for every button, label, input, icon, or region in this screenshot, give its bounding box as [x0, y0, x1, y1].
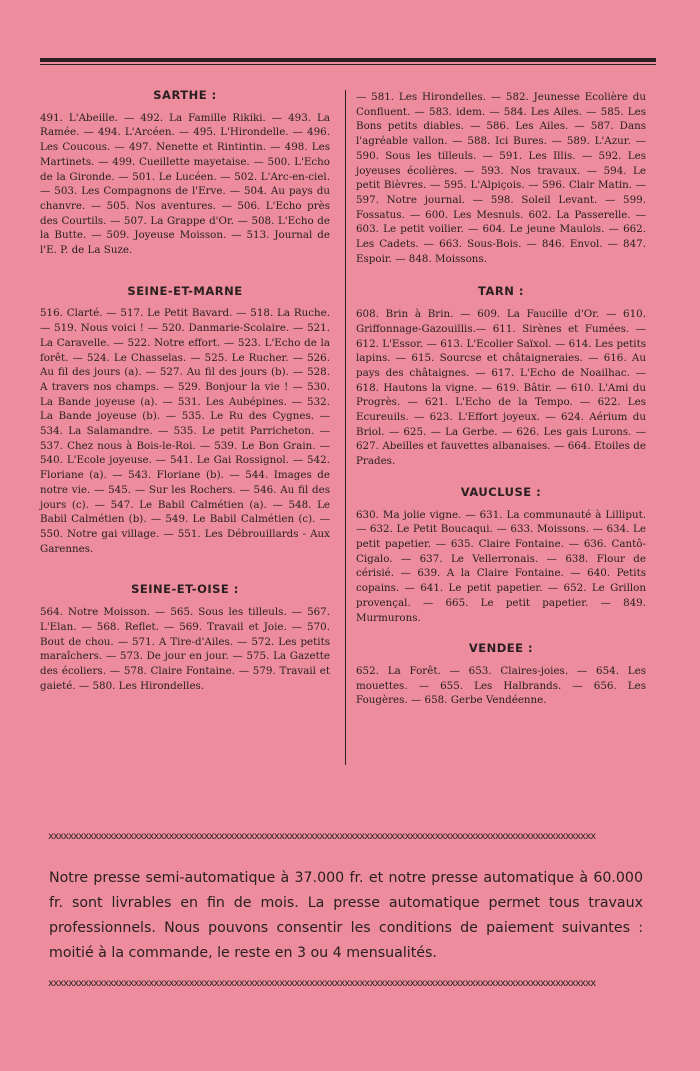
right-column	[356, 90, 646, 708]
section-tarn	[356, 284, 646, 468]
spacer	[40, 556, 330, 582]
section-entries: 491. L'Abeille. — 492. La Famille Rikiki. — 493. La Ramée. — 494. L'Arcéen. — 495. L'Hirondelle. — 496. Les Coucous. — 497. Nenette et Rintintin. — 498. Les Martinets. — 499. Cueillette mayetaise. — 500. L'Echo de la Gironde. — 501. Le Lucéen. — 502. L'Arc-en-ciel. — 503. Les Compagnons de l'Erve. — 504. Au pays du chanvre. — 505. Nos aventures. — 506. L'Echo près des Courtils. — 507. La Grappe d'Or. — 508. L'Echo de la Butte. — 509. Joyeuse Moisson. — 513. Journal de l'E. P. de La Suze.	[40, 111, 330, 257]
press-notice: Notre presse semi-automatique à 37.000 fr. et notre presse automatique à 60.000 fr. sont livrables en fin de mois. La presse automatique permet tous travaux professionnels. Nous pouvons consentir les conditions de paiement suivantes : moitié à la commande, le reste en 3 ou 4 mensualités.	[49, 870, 643, 962]
spacer	[356, 266, 646, 284]
decorative-border-bottom: xxxxxxxxxxxxxxxxxxxxxxxxxxxxxxxxxxxxxxxxxxxxxxxxxxxxxxxxxxxxxxxxxxxxxxxxxxxxxxxxxxxxxxxxxxxxxxxxxxxxxxxxxxxxx	[48, 979, 596, 989]
decorative-border-top: xxxxxxxxxxxxxxxxxxxxxxxxxxxxxxxxxxxxxxxxxxxxxxxxxxxxxxxxxxxxxxxxxxxxxxxxxxxxxxxxxxxxxxxxxxxxxxxxxxxxxxxxxxxxx	[48, 832, 596, 842]
section-heading: TARN :	[478, 284, 524, 299]
section-seine-et-oise-continued	[356, 90, 646, 266]
section-heading: VENDEE :	[468, 641, 534, 656]
section-heading: VAUCLUSE :	[460, 484, 542, 499]
left-column	[40, 88, 330, 693]
section-vaucluse	[356, 485, 646, 625]
section-seine-et-oise	[40, 582, 330, 693]
section-heading: SEINE-ET-OISE :	[131, 582, 239, 597]
section-heading: SARTHE :	[153, 88, 217, 102]
section-entries: — 581. Les Hirondelles. — 582. Jeunesse Ecolière du Confluent. — 583. idem. — 584. Les Ailes. — 585. Les Bons petits diables. — 586. Les Ailes. — 587. Dans l'agréable vallon. — 588. Ici Bures. — 589. L'Azur. — 590. Sous les tilleuls. — 591. Les Illis. — 592. Les joyeuses écolières. — 593. Nos travaux. — 594. Le petit Bièvres. — 595. L'Alpiçois. — 596. Clair Matin. — 597. Notre journal. — 598. Soleil Levant. — 599. Fossatus. — 600. Les Mesnuls. 602. La Passerelle. — 603. Le petit voilier. — 604. Le jeune Maulois. — 662. Les Cadets. — 663. Sous-Bois. — 846. Envol. — 847. Espoir. — 848. Moissons.	[356, 91, 646, 265]
top-rule	[40, 58, 656, 62]
spacer	[356, 625, 646, 641]
section-entries: 564. Notre Moisson. — 565. Sous les tilleuls. — 567. L'Elan. — 568. Reflet. — 569. Travail et Joie. — 570. Bout de chou. — 571. A Tire-d'Ailes. — 572. Les petits maraîchers. — 573. De jour en jour. — 575. La Gazette des écoliers. — 578. Claire Fontaine. — 579. Travail et gaieté. — 580. Les Hirondelles.	[40, 606, 330, 692]
section-seine-et-marne	[40, 284, 330, 557]
section-entries: 608. Brin à Brin. — 609. La Faucille d'Or. — 610. Griffonnage-Gazouillis.— 611. Sirènes et Fumées. — 612. L'Essor. — 613. L'Ecolier Saïxol. — 614. Les petits lapins. — 615. Sourcse et châtaigneraies. — 616. Au pays des châtaignes. — 617. L'Echo de Noailhac. — 618. Hautons la vigne. — 619. Bâtir. — 610. L'Ami du Progrès. — 621. L'Echo de la Tempo. — 622. Les Ecureuils. — 623. L'Effort joyeux. — 624. Aérium du Briol. — 625. — La Gerbe. — 626. Les gais Lurons. — 627. Abeilles et fauvettes albanaises. — 664. Etoiles de Prades.	[356, 308, 646, 468]
section-heading: SEINE-ET-MARNE	[127, 283, 243, 298]
top-rule-thin	[40, 64, 656, 65]
spacer	[40, 258, 330, 284]
section-entries: 652. La Forêt. — 653. Claires-joies. — 654. Les mouettes. — 655. Les Halbrands. — 656. Les Fougères. — 658. Gerbe Vendéenne.	[356, 664, 646, 707]
spacer	[356, 469, 646, 485]
column-divider	[345, 90, 346, 765]
section-vendee	[356, 641, 646, 708]
section-entries: 630. Ma jolie vigne. — 631. La communauté à Lilliput. — 632. Le Petit Boucaqui. — 633. Moissons. — 634. Le petit papetier. — 635. Claire Fontaine. — 636. Cantô-Cigalo. — 637. Le Vellerronais. — 638. Flour de cérisié. — 639. A la Claire Fontaine. — 640. Petits copains. — 641. Le petit papetier. — 652. Le Grillon provençal. — 665. Le petit papetier. — 849. Murmurons.	[356, 508, 646, 624]
section-entries: 516. Clarté. — 517. Le Petit Bavard. — 518. La Ruche. — 519. Nous voici ! — 520. Danmarie-Scolaire. — 521. La Caravelle. — 522. Notre effort. — 523. L'Echo de la forêt. — 524. Le Chasselas. — 525. Le Rucher. — 526. Au fil des jours (a). — 527. Au fil des jours (b). — 528. A travers nos champs. — 529. Bonjour la vie ! — 530. La Bande joyeuse (a). — 531. Les Aubépines. — 532. La Bande joyeuse (b). — 535. Le Ru des Cygnes. — 534. La Salamandre. — 535. Le petit Parricheton. — 537. Chez nous à Bois-le-Roi. — 539. Le Bon Grain. — 540. L'Ecole joyeuse. — 541. Le Gai Rossignol. — 542. Floriane (a). — 543. Floriane (b). — 544. Images de notre vie. — 545. — Sur les Rochers. — 546. Au fil des jours (c). — 547. Le Babil Calmétien (a). — 548. Le Babil Calmétien (b). — 549. Le Babil Calmétien (c). — 550. Notre gai village. — 551. Les Débrouillards - Aux Garennes.	[40, 307, 330, 555]
section-sarthe	[40, 88, 330, 258]
